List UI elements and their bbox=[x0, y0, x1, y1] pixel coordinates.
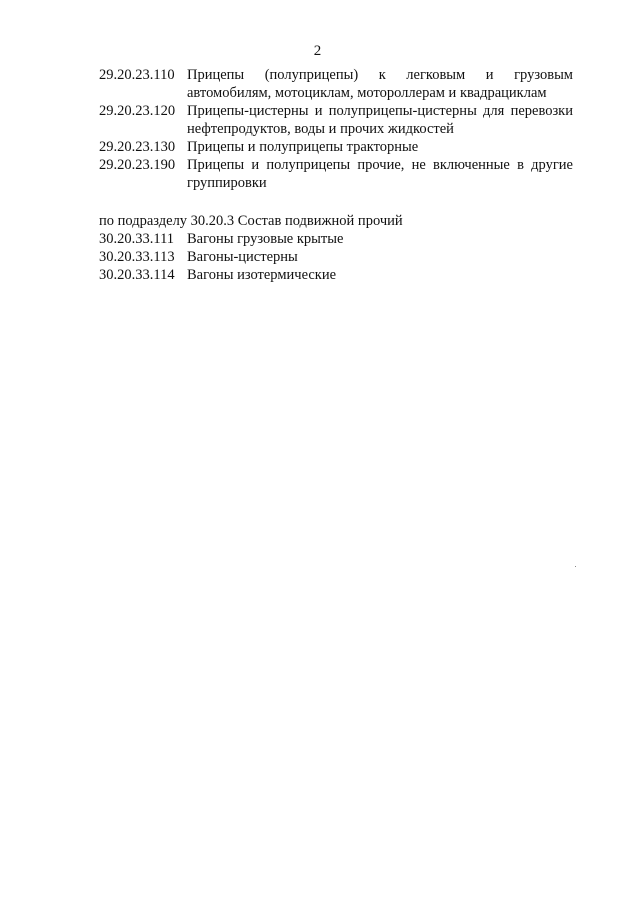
section-subheading: по подразделу 30.20.3 Состав подвижной прочий bbox=[99, 213, 403, 229]
item-description: Вагоны изотермические bbox=[187, 267, 337, 283]
spacer bbox=[99, 192, 573, 210]
item-description: Прицепы-цистерны и полуприцепы-цистерны для перевозки нефтепродуктов, воды и прочих жидкостей bbox=[187, 103, 573, 137]
list-item bbox=[99, 156, 573, 192]
item-code: 29.20.23.130 bbox=[99, 139, 176, 155]
item-code: 29.20.23.190 bbox=[99, 157, 176, 173]
list-item bbox=[99, 266, 573, 284]
item-code: 30.20.33.114 bbox=[99, 267, 175, 283]
item-description: Вагоны-цистерны bbox=[187, 249, 298, 265]
item-description: Прицепы и полуприцепы тракторные bbox=[187, 139, 419, 155]
item-description: Вагоны грузовые крытые bbox=[187, 231, 344, 247]
list-item bbox=[99, 138, 573, 156]
item-code: 30.20.33.113 bbox=[99, 249, 175, 265]
list-item bbox=[99, 230, 573, 248]
item-description: Прицепы и полуприцепы прочие, не включенные в другие группировки bbox=[187, 157, 573, 191]
list-item bbox=[99, 102, 573, 138]
page-number: 2 bbox=[313, 43, 322, 59]
item-description: Прицепы (полуприцепы) к легковым и грузовым автомобилям, мотоциклам, мотороллерам и квадрациклам bbox=[187, 67, 573, 101]
item-code: 30.20.33.111 bbox=[99, 231, 175, 247]
item-code: 29.20.23.110 bbox=[99, 67, 175, 83]
item-code: 29.20.23.120 bbox=[99, 103, 176, 119]
document-body bbox=[99, 66, 573, 284]
list-item bbox=[99, 248, 573, 266]
list-item bbox=[99, 66, 573, 102]
scan-speck bbox=[575, 566, 576, 567]
